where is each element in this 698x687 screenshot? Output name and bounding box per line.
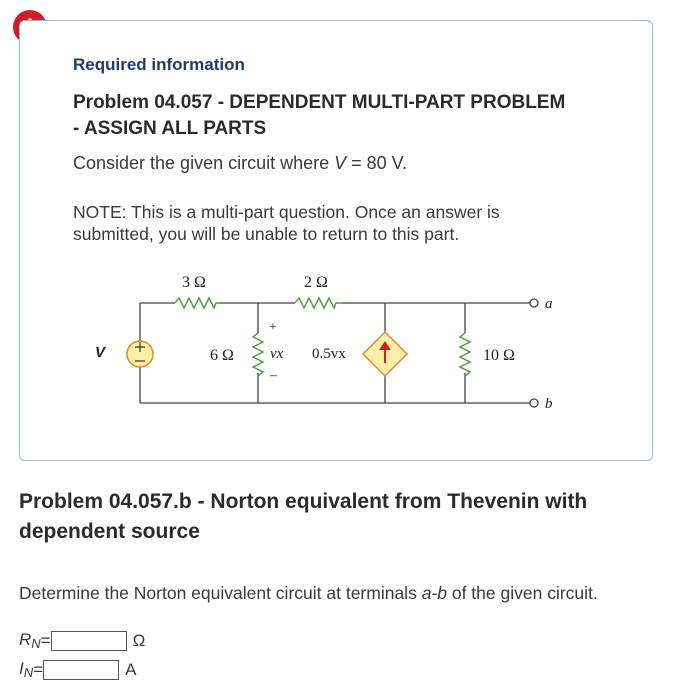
problem-title: Problem 04.057 - DEPENDENT MULTI-PART PROBLEM - ASSIGN ALL PARTS xyxy=(73,92,566,139)
vx-plus: + xyxy=(269,320,277,335)
terminal-a-node xyxy=(530,299,538,307)
in-answer-row xyxy=(19,659,136,680)
source-label: V xyxy=(95,344,106,361)
terminal-a-label: a xyxy=(545,296,553,312)
determine-prefix: Determine the Norton equivalent circuit at terminals xyxy=(19,583,422,603)
rn-unit: Ω xyxy=(132,630,146,650)
resistor-2ohm xyxy=(295,298,343,308)
dependent-current-source xyxy=(363,332,407,376)
in-unit: A xyxy=(125,659,137,679)
consider-suffix: = 80 V. xyxy=(346,153,408,173)
part-title: Problem 04.057.b - Norton equivalent from Thevenin with dependent source xyxy=(19,490,588,543)
r3-label: 6 Ω xyxy=(210,347,234,364)
required-info-heading: Required information xyxy=(73,55,245,74)
consider-variable: V xyxy=(334,153,347,173)
consider-prefix: Consider the given circuit where xyxy=(73,153,335,173)
rn-input[interactable] xyxy=(51,631,127,651)
determine-text xyxy=(19,583,598,604)
determine-suffix: of the given circuit. xyxy=(446,583,598,603)
rn-label-main: R xyxy=(19,630,32,649)
dep-source-label: 0.5vx xyxy=(312,346,346,362)
in-equals: = xyxy=(33,659,44,679)
vx-minus: – xyxy=(270,368,277,383)
rn-answer-row xyxy=(19,630,145,651)
rn-equals: = xyxy=(40,630,51,650)
consider-text xyxy=(73,153,407,174)
in-label-main: I xyxy=(19,659,24,678)
note-text: NOTE: This is a multi-part question. Once an answer is submitted, you will be unable to return to this part. xyxy=(73,202,500,244)
resistor-3ohm xyxy=(175,298,220,308)
in-label xyxy=(19,659,33,680)
vx-label: vx xyxy=(270,346,284,362)
circuit-diagram xyxy=(90,265,580,425)
resistor-10ohm xyxy=(460,333,470,376)
voltage-source xyxy=(127,341,153,367)
in-input[interactable] xyxy=(43,660,119,680)
rn-label xyxy=(19,630,41,651)
r1-label: 3 Ω xyxy=(182,274,206,291)
rn-label-sub: N xyxy=(31,636,41,651)
in-label-sub: N xyxy=(23,665,34,680)
determine-terms: a-b xyxy=(421,583,447,603)
terminal-b-label: b xyxy=(545,396,553,412)
r2-label: 2 Ω xyxy=(304,274,328,291)
terminal-b-node xyxy=(530,399,538,407)
resistor-6ohm xyxy=(253,333,263,376)
r4-label: 10 Ω xyxy=(483,347,515,364)
